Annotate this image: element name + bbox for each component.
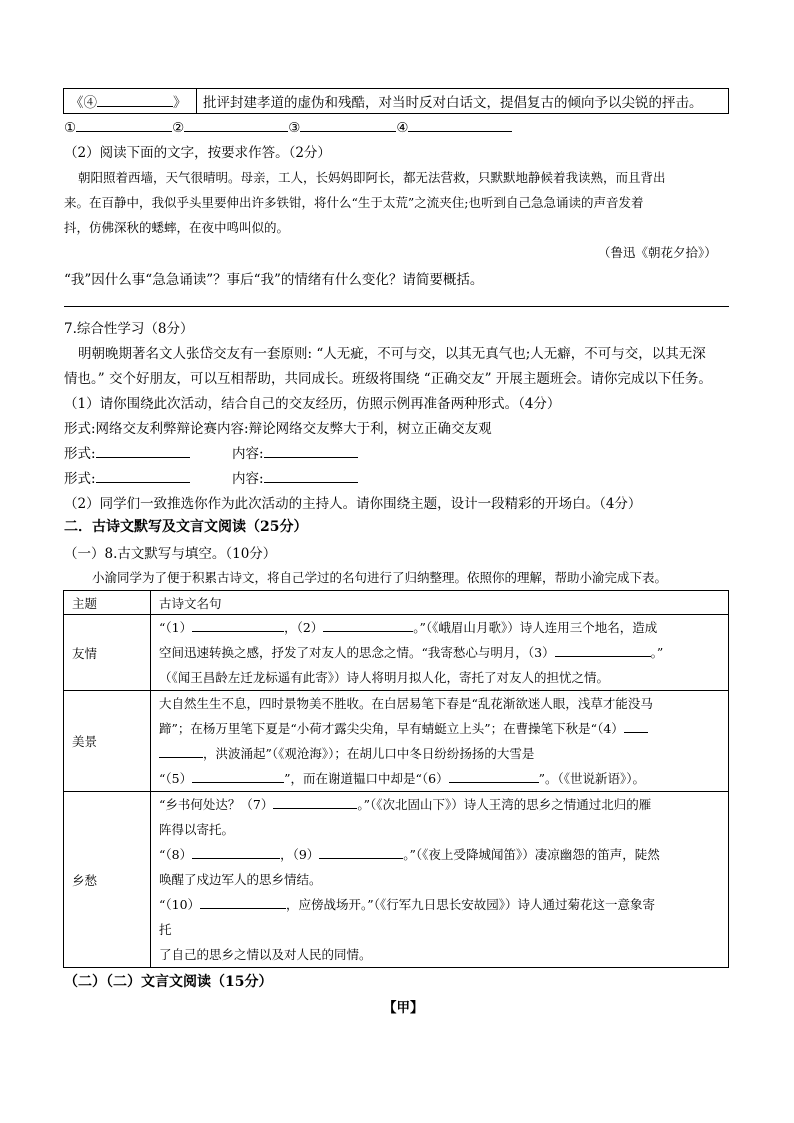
answer-blank-4[interactable] [408,117,512,132]
row-content [151,615,729,691]
text: “（5） [159,771,193,786]
text: 唤醒了戍边军人的思乡情结。 [159,872,322,887]
answer-blank-q4b[interactable] [159,743,203,758]
text: 了自己的思乡之情以及对人民的同情。 [159,947,372,962]
q7-intro-line-2: 情也。” 交个好朋友，可以互相帮助，共同成长。班级将围绕 “正确交友” 开展主题班会。请你完成以下任务。 [64,371,712,387]
row-theme: 美景 [64,691,151,792]
text: 阵得以寄托。 [159,822,235,837]
left-cell-open: 《④ [70,95,97,111]
section2-subheading: （一）8.古文默写与填空。（10分） [64,546,277,562]
text: “（10） [159,897,201,912]
answer-blanks-row [64,117,512,136]
form-blank-2[interactable] [96,468,190,483]
table-row-friendship [64,615,729,691]
q6-2-question: “我”因什么事“急急诵读”？事后“我”的情绪有什么变化？请简要概括。 [64,272,484,288]
answer-blank-q9[interactable] [319,844,403,859]
answer-blank-q5[interactable] [192,768,284,783]
answer-blank-q8[interactable] [192,844,280,859]
blank-label-1: ① [64,120,77,136]
text: 空间迅速转换之感，抒发了对友人的思念之情。“我寄愁心与明月，（3） [159,645,555,660]
top-table-right-cell: 批评封建孝道的虚伪和残酷，对当时反对白话文，提倡复古的倾向予以尖锐的抨击。 [197,89,729,114]
q7-heading: 7.综合性学习（8分） [64,321,194,337]
text: ，应傍战场开。”（《行军九日思长安故园》）诗人通过菊花这一意象寄 [286,897,655,912]
passage-jia-label: 【甲】 [383,1000,424,1016]
section2-intro: 小渝同学为了便于积累古诗文，将自己学过的名句进行了归纳整理。依照你的理解，帮助小渝完成下表。 [92,570,668,585]
content-blank-2[interactable] [264,468,358,483]
text: “（8） [159,847,193,862]
content-row-1 [232,442,358,462]
answer-blank-q3[interactable] [555,642,651,657]
answer-blank-1[interactable] [76,117,172,132]
text: ”，而在谢道韫口中却是“（6） [284,771,449,786]
text: 。”（《峨眉山月歌》）诗人连用三个地名，造成 [413,620,658,635]
answer-blank-q7[interactable] [273,794,357,809]
q7-example: 形式:网络交友利弊辩论赛内容:辩论网络交友弊大于利，树立正确交友观 [64,421,492,437]
header-lines: 古诗文名句 [151,591,729,615]
blank-label-2: ② [172,120,185,136]
text: ，洪波涌起”（《观沧海》）；在胡儿口中冬日纷纷扬扬的大雪是 [203,746,535,761]
q7-sub2: （2）同学们一致推选你作为此次活动的主持人。请你围绕主题，设计一段精彩的开场白。（4分） [64,496,642,512]
passage-source: （鲁迅《朝花夕拾》） [598,245,717,260]
left-cell-close: 》 [173,95,187,111]
passage-line-1: 朝阳照着西墙，天气很晴明。母亲，工人，长妈妈即阿长，都无法营救，只默默地静候着我读熟，而且背出 [78,170,666,185]
row-content [151,792,729,968]
content-blank-1[interactable] [264,443,358,458]
answer-blank-2[interactable] [184,117,288,132]
row-theme: 友情 [64,615,151,691]
text: ”。（《世说新语》）。 [538,771,645,786]
top-table [63,88,729,114]
text: 托 [159,922,172,937]
row-content [151,691,729,792]
table-row-scenery [64,691,729,792]
row-theme: 乡愁 [64,792,151,968]
q7-intro-line-1: 明朝晚期著名文人张岱交友有一套原则: “人无疵，不可与交，以其无真气也;人无癖，不可与交，以其无深 [78,346,706,362]
answer-blank-q10[interactable] [200,894,286,909]
text: （《闻王昌龄左迁龙标遥有此寄》）诗人将明月拟人化，寄托了对友人的担忧之情。 [159,670,610,685]
form-label: 形式: [64,446,96,462]
content-label: 内容: [232,471,264,487]
section2b-heading: （二）（二）文言文阅读（15分） [64,974,273,990]
text: 。”（《次北固山下》）诗人王湾的思乡之情通过北归的雁 [357,797,652,812]
table-header-row [64,591,729,615]
blank-label-4: ④ [396,120,409,136]
content-label: 内容: [232,446,264,462]
table-row-homesickness [64,792,729,968]
answer-blank-3[interactable] [300,117,396,132]
q6-2-heading: （2）阅读下面的文字，按要求作答。（2分） [64,145,331,161]
answer-blank-q1[interactable] [192,617,284,632]
content-row-2 [232,467,358,487]
passage-line-2: 来。在百静中，我似乎头里要伸出许多铁钳，将什么“生于太荒”之流夹住;也听到自己急急诵读的声音发着 [64,195,644,210]
text: “乡书何处达？（7） [159,797,274,812]
text: 大自然生生不息，四时景物美不胜收。在白居易笔下春是“乱花渐欲迷人眼，浅草才能没马 [159,696,653,711]
top-table-left-cell [64,89,197,114]
form-row-2 [64,467,190,487]
answer-line[interactable] [64,306,729,307]
form-row-1 [64,442,190,462]
answer-blank-q4a[interactable] [624,718,648,733]
text: “（1） [159,620,193,635]
header-theme: 主题 [64,591,151,615]
form-label: 形式: [64,471,96,487]
blank-label-3: ③ [288,120,301,136]
section2-heading: 二．古诗文默写及文言文阅读（25分） [64,519,308,535]
answer-blank-4-title[interactable] [97,92,173,107]
passage-line-3: 抖，仿佛深秋的蟋蟀，在夜中鸣叫似的。 [64,220,290,235]
text: 。” [650,645,664,660]
text: 蹄”；在杨万里笔下夏是“小荷才露尖尖角，早有蜻蜓立上头”；在曹操笔下秋是“（4） [159,721,624,736]
text: ，（9） [280,847,320,862]
text: 。”（《夜上受降城闻笛》）凄凉幽怨的笛声，陡然 [403,847,660,862]
form-blank-1[interactable] [96,443,190,458]
text: ，（2） [284,620,324,635]
answer-blank-q6[interactable] [449,768,539,783]
q7-sub1: （1）请你围绕此次活动，结合自己的交友经历，仿照示例再准备两种形式。（4分） [64,396,561,412]
poetry-table [63,590,729,968]
answer-blank-q2[interactable] [323,617,413,632]
